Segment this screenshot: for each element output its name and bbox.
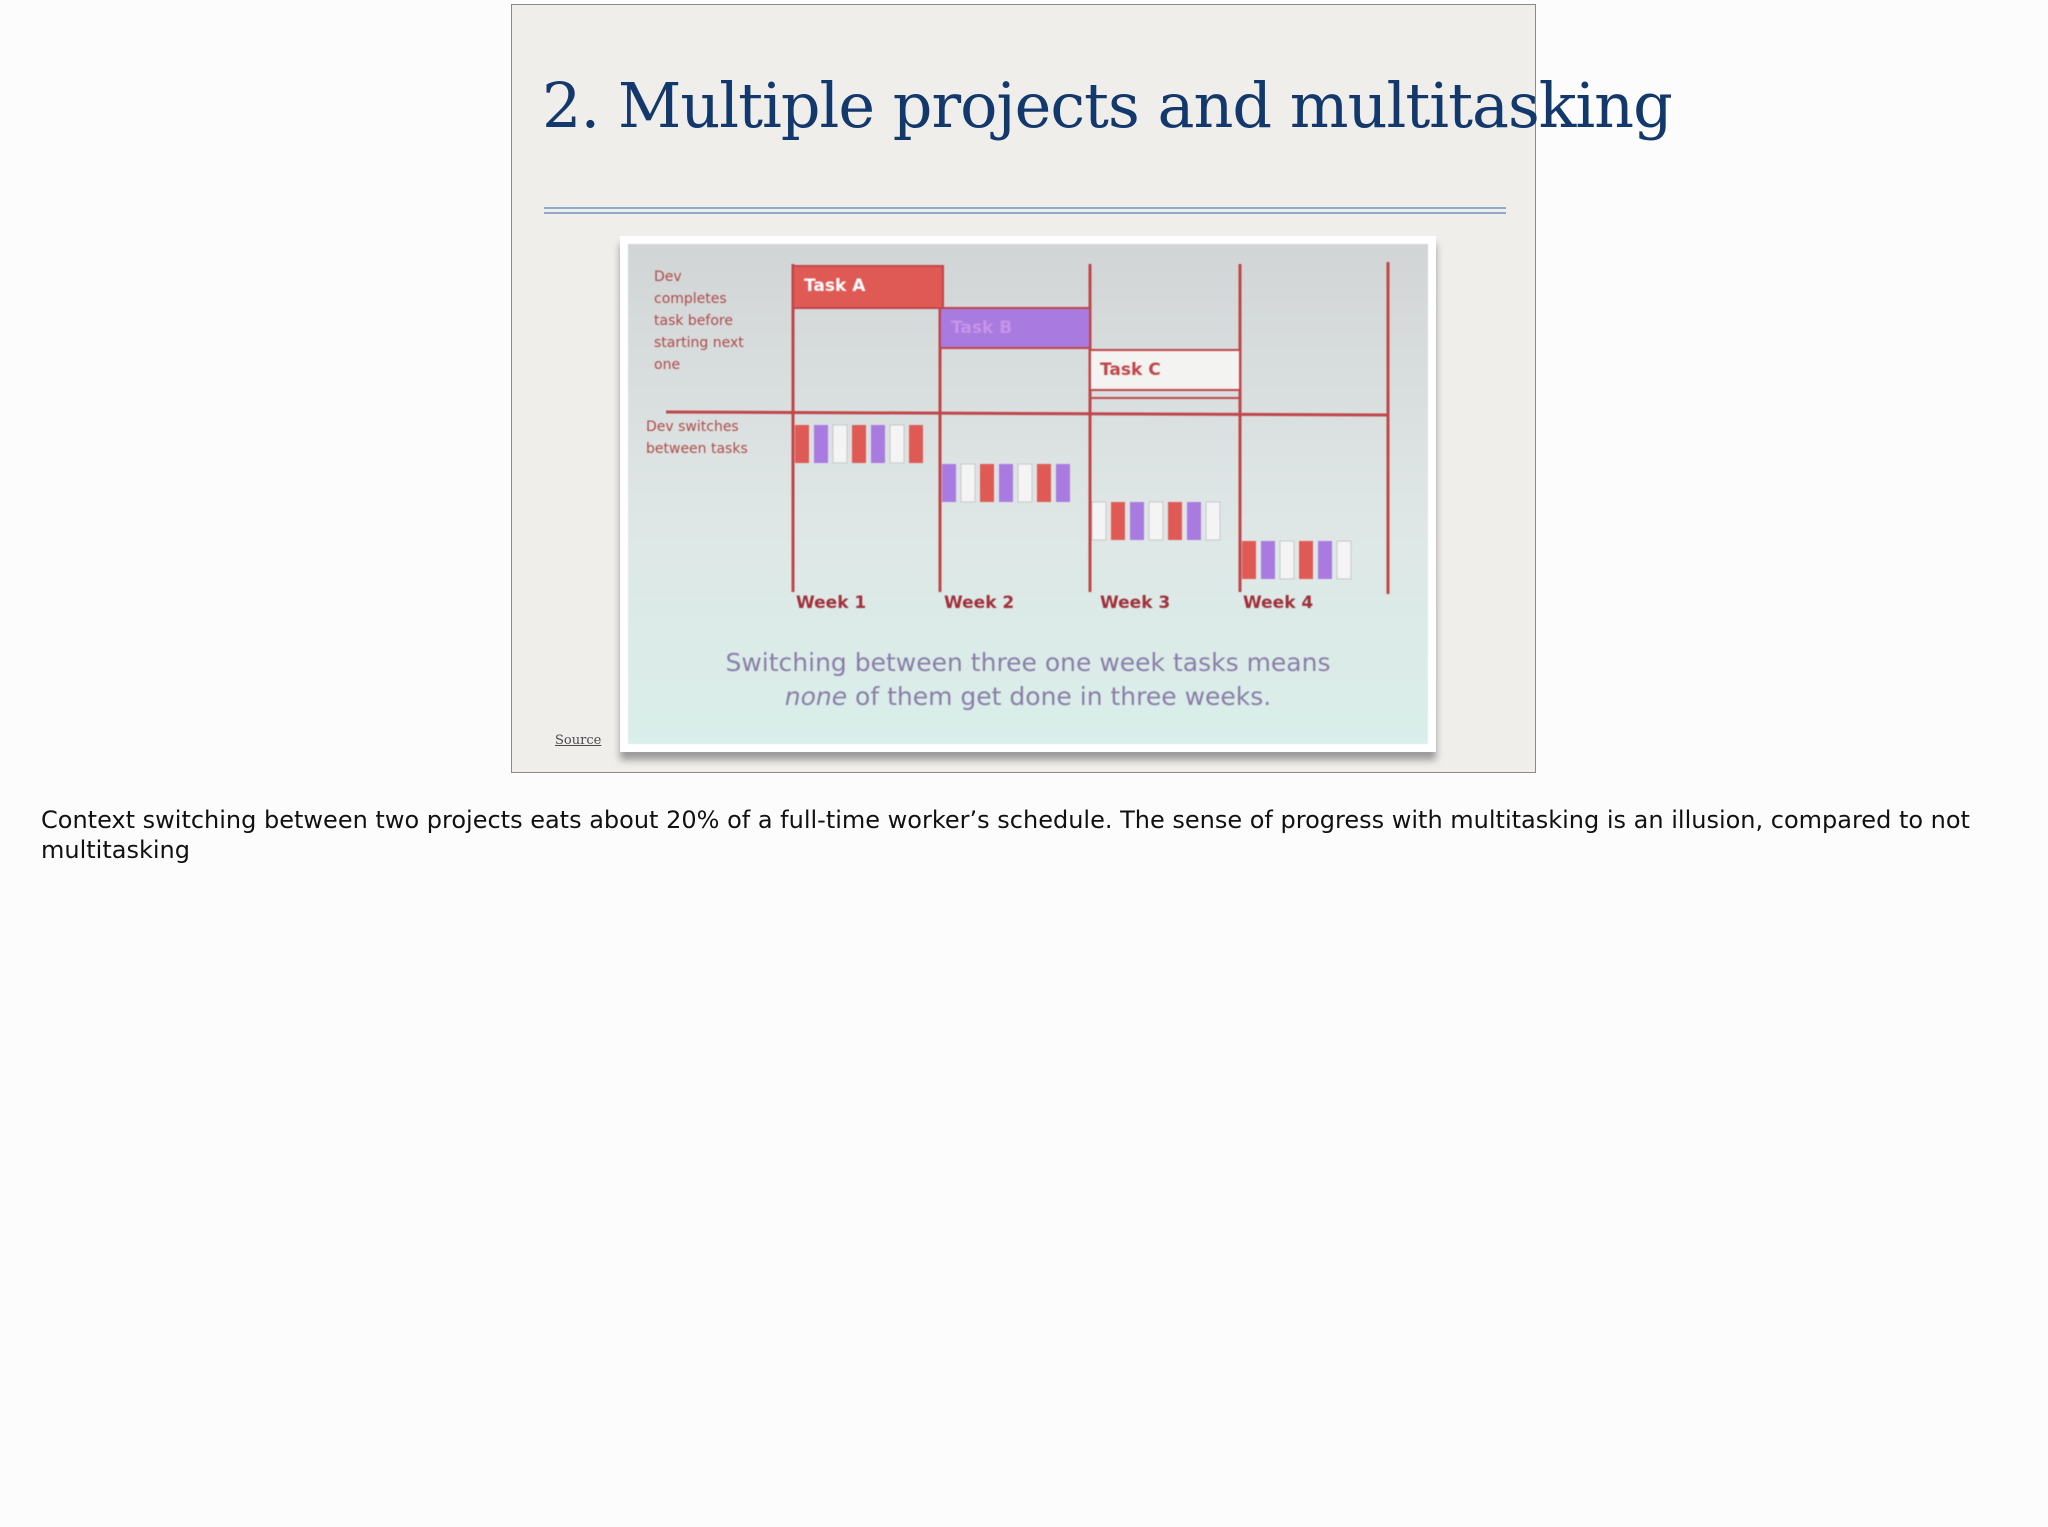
speaker-notes: Context switching between two projects eats about 20% of a full-time worker’s schedule. The sense of progress with multitasking is an illusion, compared to not multitasking: [41, 806, 1970, 864]
section-divider: [666, 412, 1388, 415]
source-link[interactable]: Source: [555, 733, 602, 748]
task-a-label: Task A: [804, 276, 866, 296]
title-rule-top: [544, 207, 1506, 209]
switching-label: Dev switches between tasks: [646, 419, 748, 457]
week-1-label: Week 1: [796, 593, 867, 613]
week-4-label: Week 4: [1243, 593, 1314, 613]
slide: [511, 4, 1672, 773]
title-rule-bottom: [544, 212, 1506, 214]
diagram-caption: [668, 646, 1388, 714]
caption-line-2-rest: of them get done in three weeks.: [847, 682, 1272, 711]
task-b-label: Task B: [951, 318, 1013, 338]
caption-line-1: Switching between three one week tasks means: [725, 648, 1331, 677]
caption-emphasis: none: [784, 682, 848, 711]
week-2-switch-blocks: [942, 464, 1070, 502]
week-2-label: Week 2: [944, 593, 1015, 613]
week-3-label: Week 3: [1100, 593, 1171, 613]
slide-title: 2. Multiple projects and multitasking: [542, 69, 1672, 142]
week-1-switch-blocks: [795, 425, 923, 463]
week-3-switch-blocks: [1092, 502, 1220, 540]
diagram-photo: [628, 244, 1428, 744]
sequential-label: Dev completes task before starting next one: [654, 269, 744, 373]
week-4-switch-blocks: [1242, 541, 1351, 579]
caption-line-2: [668, 680, 1388, 714]
task-c-label: Task C: [1100, 360, 1161, 380]
diagram-photo-frame: [620, 236, 1436, 752]
